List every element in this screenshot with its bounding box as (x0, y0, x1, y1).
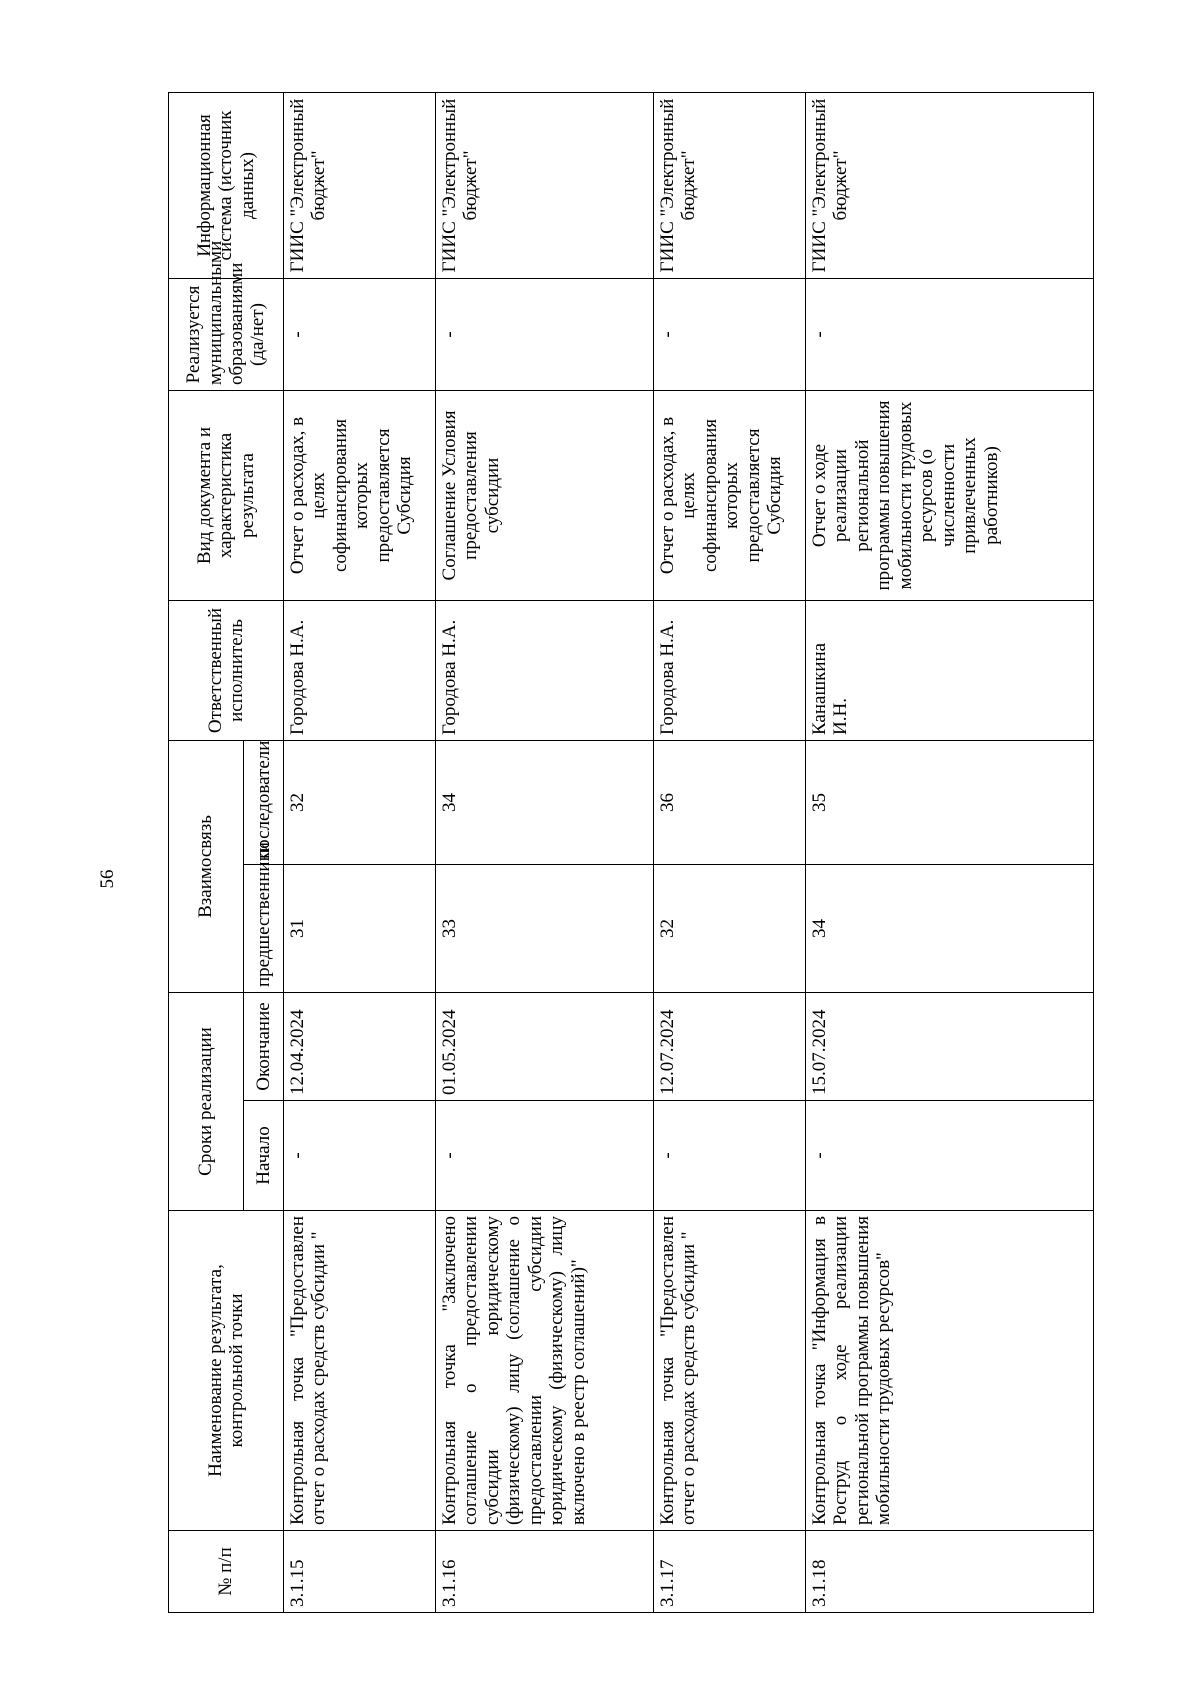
cell-predecessors: 33 (436, 865, 654, 993)
cell-num: 3.1.16 (436, 1531, 654, 1613)
cell-responsible: Городова Н.А. (436, 601, 654, 741)
cell-municipal: - (436, 279, 654, 391)
cell-num: 3.1.17 (654, 1531, 806, 1613)
cell-successors: 36 (654, 741, 806, 865)
header-num: № п/п (169, 1531, 284, 1613)
cell-responsible: Канашкина И.Н. (806, 601, 1094, 741)
cell-document: Отчет о ходе реализации региональной программы повышения мобильности трудовых ресурсов (о численности привлеченных работников) (806, 391, 1094, 601)
cell-document: Отчет о расходах, в целях софинансирования которых предоставляется Субсидия (284, 391, 436, 601)
rotated-table-wrapper (168, 93, 1093, 1613)
cell-end: 15.07.2024 (806, 993, 1094, 1101)
cell-num: 3.1.18 (806, 1531, 1094, 1613)
cell-info-system: ГИИС "Электронный бюджет" (284, 93, 436, 279)
cell-successors: 35 (806, 741, 1094, 865)
cell-end: 12.07.2024 (654, 993, 806, 1101)
cell-successors: 32 (284, 741, 436, 865)
cell-start: - (654, 1101, 806, 1211)
table-row (436, 93, 654, 1613)
cell-successors: 34 (436, 741, 654, 865)
cell-end: 01.05.2024 (436, 993, 654, 1101)
header-end: Окончание (244, 993, 284, 1101)
cell-predecessors: 32 (654, 865, 806, 993)
cell-municipal: - (284, 279, 436, 391)
header-municipal: Реализуется муниципальными образованиями (да/нет) (169, 279, 284, 391)
header-responsible: Ответственный исполнитель (169, 601, 284, 741)
cell-document: Соглашение Условия предоставления субсидии (436, 391, 654, 601)
cell-document: Отчет о расходах, в целях софинансирования которых предоставляется Субсидия (654, 391, 806, 601)
header-name: Наименование результата, контрольной точки (169, 1211, 284, 1531)
header-info-system: Информационная система (источник данных) (169, 93, 284, 279)
cell-predecessors: 31 (284, 865, 436, 993)
cell-start: - (284, 1101, 436, 1211)
header-link: Взаимосвязь (169, 741, 244, 993)
cell-name: Контрольная точка "Предоставлен отчет о расходах средств субсидии " (284, 1211, 436, 1531)
cell-name: Контрольная точка "Предоставлен отчет о расходах средств субсидии " (654, 1211, 806, 1531)
header-start: Начало (244, 1101, 284, 1211)
cell-num: 3.1.15 (284, 1531, 436, 1613)
table-row (284, 93, 436, 1613)
control-points-table (168, 92, 1094, 1613)
header-successors: последователи (244, 741, 284, 865)
table-row (806, 93, 1094, 1613)
cell-info-system: ГИИС "Электронный бюджет" (654, 93, 806, 279)
cell-info-system: ГИИС "Электронный бюджет" (806, 93, 1094, 279)
cell-info-system: ГИИС "Электронный бюджет" (436, 93, 654, 279)
cell-municipal: - (806, 279, 1094, 391)
cell-start: - (806, 1101, 1094, 1211)
cell-responsible: Городова Н.А. (654, 601, 806, 741)
header-predecessors: предшественники (244, 865, 284, 993)
cell-municipal: - (654, 279, 806, 391)
cell-start: - (436, 1101, 654, 1211)
header-terms: Сроки реализации (169, 993, 244, 1211)
cell-predecessors: 34 (806, 865, 1094, 993)
cell-name: Контрольная точка "Информация в Роструд о ходе реализации региональной программы повышения мобильности трудовых ресурсов" (806, 1211, 1094, 1531)
header-row-1 (169, 93, 244, 1613)
cell-end: 12.04.2024 (284, 993, 436, 1101)
header-document: Вид документа и характеристика результата (169, 391, 284, 601)
table-row (654, 93, 806, 1613)
cell-name: Контрольная точка "Заключено соглашение о предоставлении субсидии юридическому (физическому) лицу (соглашение о предоставлении субсидии юридическому (физическому) лицу включено в реестр соглашений)" (436, 1211, 654, 1531)
cell-responsible: Городова Н.А. (284, 601, 436, 741)
page-number: 56 (97, 869, 118, 889)
